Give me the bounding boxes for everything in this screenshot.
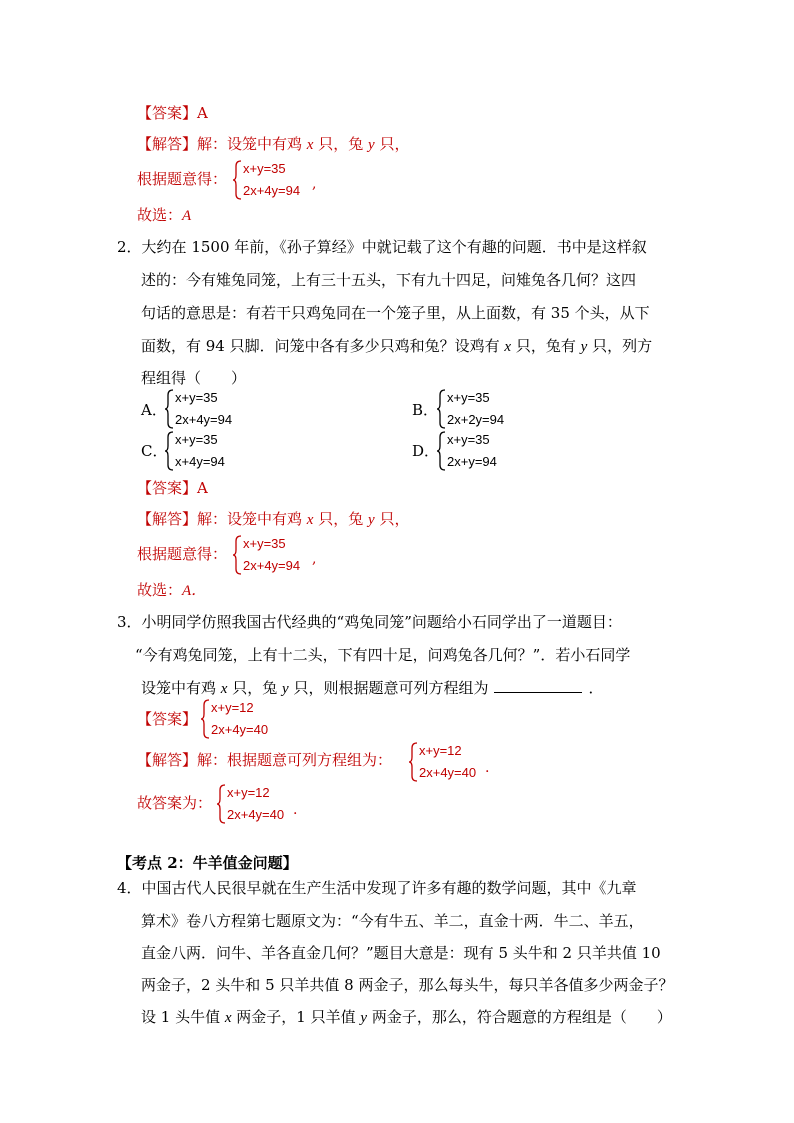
answer-label: 【答案】 xyxy=(137,104,198,122)
q4-line-2: 算术》卷八方程第七题原文为：“今有牛五、羊二，直金十两．牛二、羊五， xyxy=(141,912,644,930)
q4-line-4: 两金子，2 头牛和 5 只羊共值 8 两金子，那么每头牛，每只羊各值多少两金子？ xyxy=(141,976,674,994)
option-a-system[interactable]: x+y=35 2x+4y=94 xyxy=(165,389,255,429)
q3-line-3: 设笼中有鸡 x 只，兔 y 只，则根据题意可列方程组为 ． xyxy=(141,679,604,697)
option-c-system[interactable]: x+y=35 x+4y=94 xyxy=(165,431,255,471)
q2-conclusion: 故选：A． xyxy=(137,581,207,599)
q2-solution-line: 【解答】解：设笼中有鸡 x 只，兔 y 只， xyxy=(137,510,410,528)
q2-line-1: 2．大约在 1500 年前，《孙子算经》中就记载了这个有趣的问题．书中是这样叙 xyxy=(117,238,647,256)
brace-icon xyxy=(165,389,175,429)
option-a-label[interactable]: A． xyxy=(141,401,167,419)
q2-line-4: 面数，有 94 只脚．问笼中各有多少只鸡和兔？设鸡有 x 只，兔有 y 只，列方 xyxy=(141,337,653,355)
q4-line-1: 4．中国古代人民很早就在生产生活中发现了许多有趣的数学问题，其中《九章 xyxy=(117,879,637,897)
option-d-system[interactable]: x+y=35 2x+y=94 xyxy=(437,431,527,471)
q3-line-1: 3．小明同学仿照我国古代经典的“鸡兔同笼”问题给小石同学出了一道题目： xyxy=(117,613,622,631)
answer-blank[interactable] xyxy=(494,677,582,693)
q3-solution-line: 【解答】解：根据题意可列方程组为： xyxy=(137,751,393,769)
q1-system-prefix: 根据题意得： xyxy=(137,170,228,188)
section-heading: 【考点 2：牛羊值金问题】 xyxy=(117,854,298,872)
q4-line-3: 直金八两．问牛、羊各直金几何？”题目大意是：现有 5 头牛和 2 只羊共值 10 xyxy=(141,944,661,962)
brace-icon xyxy=(409,742,419,782)
q3-conclusion-system: x+y=12 2x+4y=40 . xyxy=(217,784,307,824)
brace-icon xyxy=(217,784,227,824)
q2-line-2: 述的：今有雉兔同笼，上有三十五头，下有九十四足，问雉兔各几何？这四 xyxy=(141,271,637,289)
q3-line-2: “今有鸡兔同笼，上有十二头，下有四十足，问鸡兔各几何？”．若小石同学 xyxy=(135,646,631,664)
q3-answer-label: 【答案】 xyxy=(137,710,198,728)
brace-icon xyxy=(233,535,243,575)
q2-equation-system: x+y=35 2x+4y=94 , xyxy=(233,535,323,575)
q3-solution-system: x+y=12 2x+4y=40 . xyxy=(409,742,499,782)
q2-answer-line: 【答案】A xyxy=(137,479,208,497)
q2-line-3: 句话的意思是：有若干只鸡兔同在一个笼子里，从上面数，有 35 个头，从下 xyxy=(141,304,650,322)
brace-icon xyxy=(201,699,211,739)
brace-icon xyxy=(233,160,243,200)
option-c-label[interactable]: C． xyxy=(141,442,168,460)
q3-answer-system: x+y=12 2x+4y=40 xyxy=(201,699,291,739)
brace-icon xyxy=(165,431,175,471)
option-d-label[interactable]: D． xyxy=(412,442,440,460)
brace-icon xyxy=(437,389,447,429)
q1-equation-system: x+y=35 2x+4y=94 , xyxy=(233,160,323,200)
q3-conclusion-text: 故答案为： xyxy=(137,794,213,812)
q1-solution-line: 【解答】解：设笼中有鸡 x 只，兔 y 只， xyxy=(137,135,410,153)
q1-answer-line xyxy=(137,103,208,123)
option-b-system[interactable]: x+y=35 2x+2y=94 xyxy=(437,389,527,429)
brace-icon xyxy=(437,431,447,471)
solution-label: 【解答】 xyxy=(137,135,198,153)
option-b-label[interactable]: B． xyxy=(412,401,439,419)
answer-value: A xyxy=(197,104,208,122)
q2-system-prefix: 根据题意得： xyxy=(137,545,228,563)
q4-line-5: 设 1 头牛值 x 两金子，1 只羊值 y 两金子，那么，符合题意的方程组是（ ） xyxy=(141,1008,672,1026)
q1-conclusion: 故选：A xyxy=(137,206,192,224)
q2-line-5: 程组得（ ） xyxy=(141,369,247,387)
